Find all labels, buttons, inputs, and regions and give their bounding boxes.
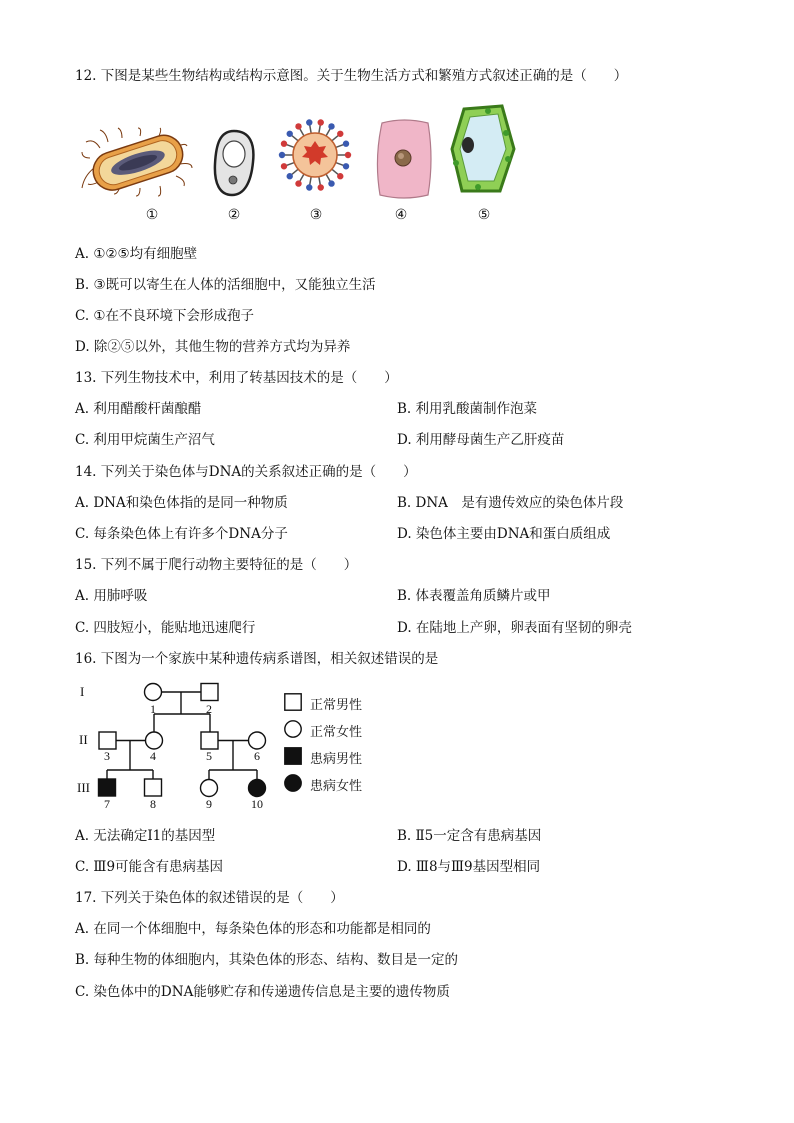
q16-option-a: A. 无法确定Ⅰ1的基因型 xyxy=(75,828,216,844)
yeast-cell-figure xyxy=(210,128,258,198)
figure-label-5: ⑤ xyxy=(477,207,491,223)
q17-option-a: A. 在同一个体细胞中，每条染色体的形态和功能都是相同的 xyxy=(75,921,431,937)
plant-cell-figure xyxy=(448,103,518,195)
q16-option-c: C. Ⅲ9可能含有患病基因 xyxy=(75,859,224,875)
q12-stem: 12. 下图是某些生物结构或结构示意图。关于生物生活方式和繁殖方式叙述正确的是（ ） xyxy=(75,68,628,84)
q14-option-b: B. DNA 是有遗传效应的染色体片段 xyxy=(397,495,624,511)
q13-option-c: C. 利用甲烷菌生产沼气 xyxy=(75,432,215,448)
q14-stem: 14. 下列关于染色体与DNA的关系叙述正确的是（ ） xyxy=(75,464,417,480)
q15-stem: 15. 下列不属于爬行动物主要特征的是（ ） xyxy=(75,557,358,573)
individual-number-2: 2 xyxy=(206,702,212,716)
individual-number-10: 10 xyxy=(251,797,263,811)
individual-number-5: 5 xyxy=(206,749,212,763)
q17-option-b: B. 每种生物的体细胞内，其染色体的形态、结构、数目是一定的 xyxy=(75,952,459,968)
generation-label-2: II xyxy=(79,732,88,747)
pedigree-chart xyxy=(70,676,280,816)
q14-option-d: D. 染色体主要由DNA和蛋白质组成 xyxy=(397,526,611,542)
generation-label-1: I xyxy=(80,684,85,699)
individual-number-1: 1 xyxy=(150,702,156,716)
q16-option-d: D. Ⅲ8与Ⅲ9基因型相同 xyxy=(397,859,541,875)
legend-normal-male-icon xyxy=(284,693,302,711)
q17-stem: 17. 下列关于染色体的叙述错误的是（ ） xyxy=(75,890,344,906)
individual-number-8: 8 xyxy=(150,797,156,811)
figure-label-4: ④ xyxy=(394,207,408,223)
legend-normal-female-icon xyxy=(284,720,302,738)
individual-number-3: 3 xyxy=(104,749,110,763)
individual-number-6: 6 xyxy=(254,749,260,763)
q15-option-b: B. 体表覆盖角质鳞片或甲 xyxy=(397,588,551,604)
individual-number-9: 9 xyxy=(206,797,212,811)
legend-normal-female: 正常女性 xyxy=(310,725,363,740)
q12-option-d: D. 除②⑤以外，其他生物的营养方式均为异养 xyxy=(75,339,351,355)
q13-option-a: A. 利用醋酸杆菌酿醋 xyxy=(75,401,202,417)
q16-option-b: B. Ⅱ5一定含有患病基因 xyxy=(397,828,542,844)
q13-option-d: D. 利用酵母菌生产乙肝疫苗 xyxy=(397,432,565,448)
q13-option-b: B. 利用乳酸菌制作泡菜 xyxy=(397,401,538,417)
legend-affected-female: 患病女性 xyxy=(310,779,363,794)
animal-cell-figure xyxy=(372,117,436,201)
q16-stem: 16. 下图为一个家族中某种遗传病系谱图，相关叙述错误的是 xyxy=(75,651,439,667)
q13-stem: 13. 下列生物技术中，利用了转基因技术的是（ ） xyxy=(75,370,398,386)
legend-affected-female-icon xyxy=(284,774,302,792)
figure-label-1: ① xyxy=(145,207,159,223)
q17-option-c: C. 染色体中的DNA能够贮存和传递遗传信息是主要的遗传物质 xyxy=(75,984,450,1000)
bacterium-figure xyxy=(80,128,195,198)
legend-affected-male: 患病男性 xyxy=(310,752,363,767)
figure-label-3: ③ xyxy=(309,207,323,223)
q12-option-b: B. ③既可以寄生在人体的活细胞中，又能独立生活 xyxy=(75,277,376,293)
q14-option-a: A. DNA和染色体指的是同一种物质 xyxy=(75,495,288,511)
individual-number-7: 7 xyxy=(104,797,110,811)
q14-option-c: C. 每条染色体上有许多个DNA分子 xyxy=(75,526,288,542)
individual-number-4: 4 xyxy=(150,749,156,763)
legend-affected-male-icon xyxy=(284,747,302,765)
q15-option-d: D. 在陆地上产卵，卵表面有坚韧的卵壳 xyxy=(397,620,632,636)
legend-normal-male: 正常男性 xyxy=(310,698,363,713)
virus-figure xyxy=(275,115,355,195)
q12-option-c: C. ①在不良环境下会形成孢子 xyxy=(75,308,255,324)
q12-option-a: A. ①②⑤均有细胞壁 xyxy=(75,246,198,262)
generation-label-3: III xyxy=(77,780,90,795)
q15-option-a: A. 用肺呼吸 xyxy=(75,588,148,604)
figure-label-2: ② xyxy=(227,207,241,223)
q15-option-c: C. 四肢短小，能贴地迅速爬行 xyxy=(75,620,256,636)
